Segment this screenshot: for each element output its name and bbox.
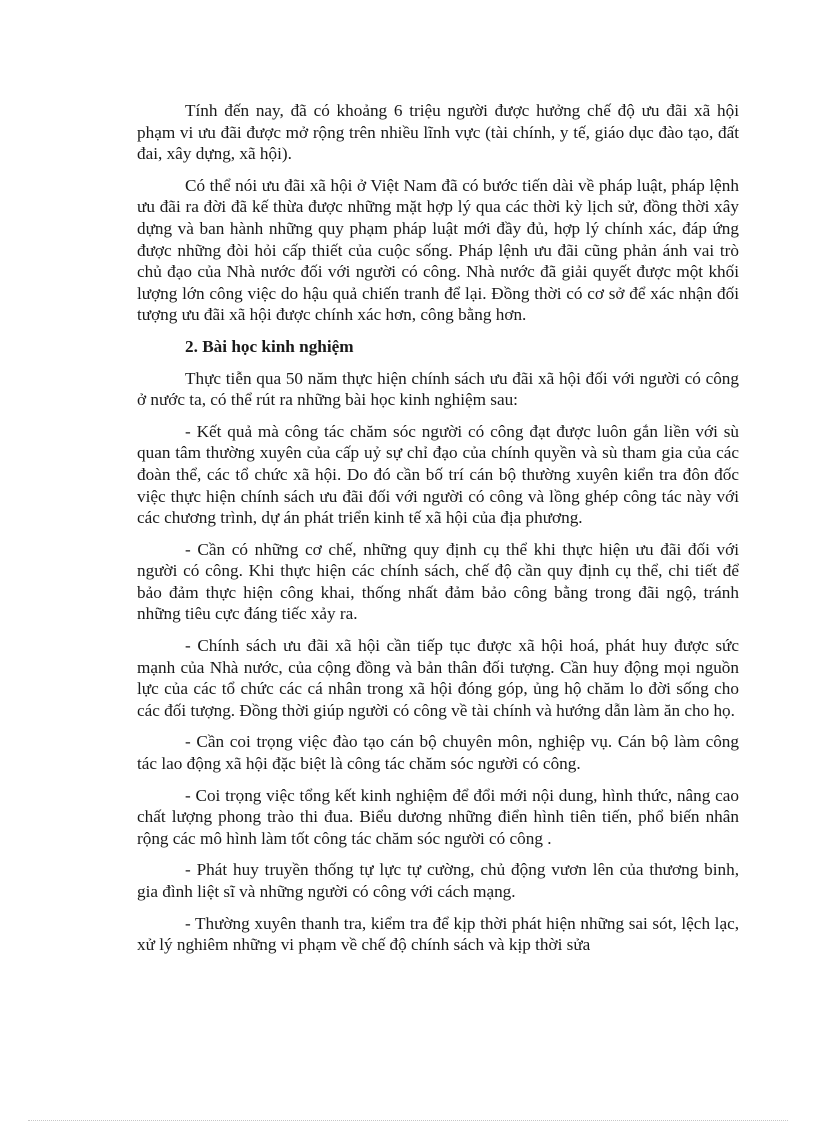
document-body: [137, 100, 739, 966]
page-bottom-divider: [28, 1120, 788, 1121]
paragraph-legal-progress: Có thể nói ưu đãi xã hội ở Việt Nam đã có bước tiến dài về pháp luật, pháp lệnh ưu đãi ra đời đã kế thừa được những mặt hợp lý qua các thời kỳ lịch sử, đồng thời xây dựng và ban hành những quy phạm pháp luật mới đầy đủ, hợp lý chính xác, đáp ứng được những đòi hỏi cấp thiết của cuộc sống. Pháp lệnh ưu đãi cũng phản ánh vai trò chủ đạo của Nhà nước đối với người có công. Nhà nước đã giải quyết được một khối lượng lớn công việc do hậu quả chiến tranh để lại. Đồng thời có cơ sở để xác nhận đối tượng ưu đãi xã hội được chính xác hơn, công bằng hơn.: [137, 175, 739, 325]
lesson-item: - Thường xuyên thanh tra, kiểm tra để kịp thời phát hiện những sai sót, lệch lạc, xử lý nghiêm những vi phạm về chế độ chính sách và kịp thời sửa: [137, 913, 739, 955]
lesson-item: - Coi trọng việc tổng kết kinh nghiệm để đổi mới nội dung, hình thức, nâng cao chất lượng phong trào thi đua. Biểu dương những điển hình tiên tiến, phổ biến nhân rộng các mô hình làm tốt công tác chăm sóc người có công .: [137, 785, 739, 848]
lesson-item: - Cần coi trọng việc đào tạo cán bộ chuyên môn, nghiệp vụ. Cán bộ làm công tác lao động xã hội đặc biệt là công tác chăm sóc người có công.: [137, 732, 739, 774]
lesson-item: - Chính sách ưu đãi xã hội cần tiếp tục được xã hội hoá, phát huy được sức mạnh của Nhà nước, của cộng đồng và bản thân đối tượng. Cần huy động mọi nguồn lực của các tổ chức các cá nhân trong xã hội đóng góp, ủng hộ chăm lo đời sống cho các đối tượng. Đồng thời giúp người có công về tài chính và hướng dẫn làm ăn cho họ.: [137, 636, 739, 720]
lesson-item: - Phát huy truyền thống tự lực tự cường, chủ động vươn lên của thương binh, gia đình liệt sĩ và những người có công với cách mạng.: [137, 860, 739, 901]
lesson-item: - Cần có những cơ chế, những quy định cụ thể khi thực hiện ưu đãi đối với người có công. Khi thực hiện các chính sách, chế độ cần quy định cụ thể, chi tiết để bảo đảm thực hiện công khai, thống nhất đảm bảo công bằng trong đãi ngộ, tránh những tiêu cực đáng tiếc xảy ra.: [137, 539, 739, 624]
lessons-intro: Thực tiễn qua 50 năm thực hiện chính sách ưu đãi xã hội đối với người có công ở nước ta, có thể rút ra những bài học kinh nghiệm sau:: [137, 368, 739, 410]
lesson-item: - Kết quả mà công tác chăm sóc người có công đạt được luôn gắn liền với sù quan tâm thường xuyên của cấp uỷ sự chỉ đạo của chính quyền và sù tham gia của các đoàn thể, các tổ chức xã hội. Do đó cần bố trí cán bộ thường xuyên kiển tra đôn đốc việc thực hiện chính sách ưu đãi đối với người có công và lồng ghép công tác này với các chương trình, dự án phát triển kinh tế xã hội của địa phương.: [137, 421, 739, 528]
section-heading: 2. Bài học kinh nghiệm: [185, 336, 354, 356]
paragraph-beneficiaries: Tính đến nay, đã có khoảng 6 triệu người được hưởng chế độ ưu đãi xã hội phạm vi ưu đãi được mở rộng trên nhiều lĩnh vực (tài chính, y tế, giáo dục đào tạo, đất đai, xây dựng, xã hội).: [137, 101, 739, 164]
